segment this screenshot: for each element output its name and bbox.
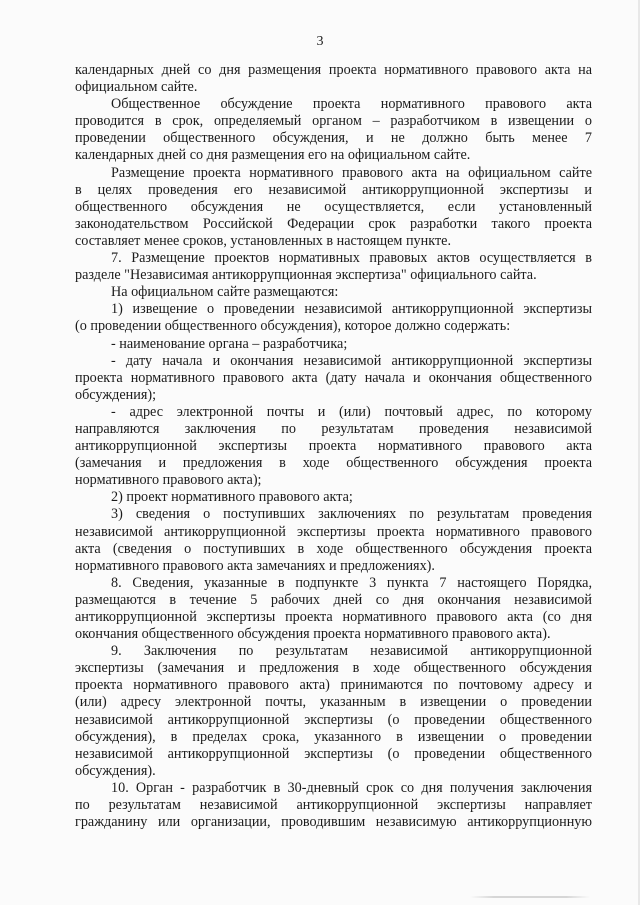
text-line: разделе "Независимая антикоррупционная экспертиза" официального сайта. [75,267,537,284]
text-line: проведении общественного обсуждения, и не должно быть менее 7 [75,130,592,147]
text-line: в целях проведения его независимой антикоррупционной экспертизы и [75,181,592,198]
text-line: обсуждения). [75,762,156,779]
text-line: антикоррупционной экспертизы проекта нормативного правового акта [75,438,592,455]
text-line: проекта нормативного правового акта) принимаются по почтовому адресу и [75,677,592,694]
text-line: независимой антикоррупционной экспертизы (о проведении общественного [75,711,592,728]
text-line: независимой антикоррупционной экспертизы проекта нормативного правового [75,523,592,540]
text-line: 8. Сведения, указанные в подпункте 3 пункта 7 настоящего Порядка, [111,574,592,591]
text-line: составляет менее сроков, установленных в настоящем пункте. [75,232,451,249]
text-line: размещаются в течение 5 рабочих дней со дня окончания независимой [75,591,592,608]
text-line: нормативного правового акта); [75,472,262,489]
text-line: 2) проект нормативного правового акта; [111,489,353,506]
text-line: Размещение проекта нормативного правового акта на официальном сайте [111,164,592,181]
text-line: по результатам независимой антикоррупционной экспертизы направляет [75,797,592,814]
text-line: независимой антикоррупционной экспертизы (о проведении общественного [75,745,592,762]
text-line: проводится в срок, определяемый органом – разработчиком в извещении о [75,113,592,130]
text-line: общественного обсуждения не осуществляется, если установленный [75,198,592,215]
text-line: официальном сайте. [75,79,198,96]
text-line: (о проведении общественного обсуждения), которое должно содержать: [75,318,511,335]
text-line: На официальном сайте размещаются: [111,284,339,301]
text-line: календарных дней со дня размещения проекта нормативного правового акта на [75,62,592,78]
text-line: - адрес электронной почты и (или) почтовый адрес, по которому [111,403,592,420]
text-line: календарных дней со дня размещения его на официальном сайте. [75,147,471,164]
text-line: (или) адресу электронной почты, указанным в извещении о проведении [75,694,592,711]
page-number: 3 [316,34,324,49]
text-line: - дату начала и окончания независимой антикоррупционной экспертизы [111,352,592,369]
text-line: 9. Заключения по результатам независимой антикоррупционной [111,643,592,660]
text-line: нормативного правового акта замечаниях и предложениях). [75,557,435,574]
text-line: 10. Орган - разработчик в 30-дневный срок со дня получения заключения [111,779,592,796]
body-text [75,62,592,831]
text-line: - наименование органа – разработчика; [111,335,348,352]
text-line: 7. Размещение проектов нормативных правовых актов осуществляется в [111,250,592,267]
text-line: антикоррупционной экспертизы проекта нормативного правового акта (со дня [75,609,592,625]
text-line: проекта нормативного правового акта (дату начала и окончания общественного [75,369,592,386]
text-line: законодательством Российской Федерации срок разработки такого проекта [75,215,592,232]
text-line: Общественное обсуждение проекта нормативного правового акта [111,96,592,113]
scan-mark [470,896,590,898]
text-line: 3) сведения о поступивших заключениях по результатам проведения [111,506,592,523]
text-line: обсуждения), в пределах срока, указанного в извещении о проведении [75,728,592,745]
text-line: 1) извещение о проведении независимой антикоррупционной экспертизы [111,301,592,318]
text-line: обсуждения); [75,386,157,403]
text-line: гражданину или организации, проводившим независимую антикоррупционную [75,814,592,831]
text-line: (замечания и предложения в ходе общественного обсуждения проекта [75,455,592,472]
text-line: окончания общественного обсуждения проекта нормативного правового акта). [75,626,551,643]
text-line: акта (сведения о поступивших в ходе общественного обсуждения проекта [75,540,592,557]
text-line: экспертизы (замечания и предложения в ходе общественного обсуждения [75,660,592,677]
text-line: направляются заключения по результатам проведения независимой [75,420,592,437]
